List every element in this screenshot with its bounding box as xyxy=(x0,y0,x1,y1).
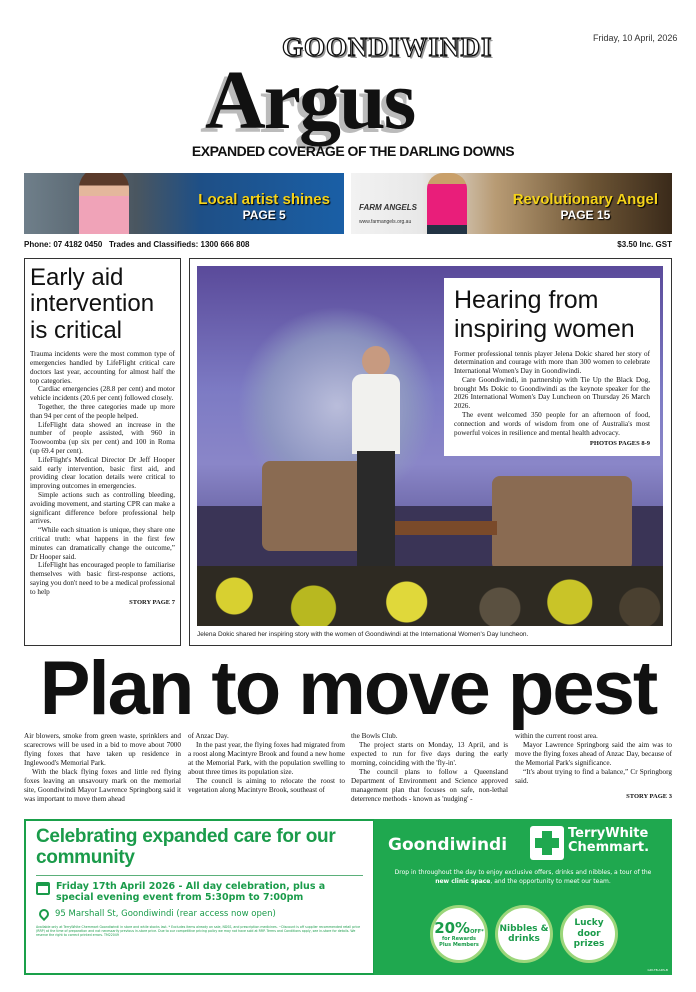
lead-column-4 xyxy=(515,732,672,801)
story-jump[interactable]: STORY PAGE 3 xyxy=(626,793,672,800)
blurb-bold: new clinic space xyxy=(435,877,491,885)
lead-column-2 xyxy=(188,732,345,795)
brand-line: TerryWhite xyxy=(568,826,649,841)
masthead-goondiwindi: GOONDIWINDI xyxy=(282,32,493,62)
masthead-argus: Argus xyxy=(205,54,415,147)
lead-column-3 xyxy=(351,732,508,804)
blurb-text: , and the opportunity to meet our team. xyxy=(490,877,611,885)
offer-sub: for Rewards Plus Members xyxy=(439,935,479,948)
banner-title: Local artist shines xyxy=(198,191,330,208)
paragraph: Cardiac emergencies (28.8 per cent) and motor vehicle incidents (20.6 per cent) followed closely. xyxy=(30,385,175,403)
paragraph: Together, the three categories made up more than 94 per cent of the people helped. xyxy=(30,402,175,420)
offer-discount xyxy=(430,905,488,963)
angel-photo xyxy=(427,173,467,234)
paragraph: In the past year, the flying foxes had migrated from a roost along Macintyre Brook and found a new home at the Memorial Park, with the population swelling to about three times its population size. xyxy=(188,741,345,776)
pharmacy-cross-icon xyxy=(530,826,564,860)
lead-headline: Plan to move pest xyxy=(39,646,657,731)
ad-address: 95 Marshall St, Goondiwindi (rear access now open) xyxy=(55,908,276,919)
paragraph: Air blowers, smoke from green waste, sprinklers and scarecrows will be used in a bid to move about 7000 flying foxes that have taken up residence in Inglewood's Memorial Park. xyxy=(24,732,181,767)
paragraph: The project starts on Monday, 13 April, and is expected to run for five days during the early morning, coinciding with the 'fly-in'. xyxy=(351,741,508,767)
paragraph: The event welcomed 350 people for an afternoon of food, connection and words of wisdom from one of Australia's most powerful voices in resilience and mental health advocacy. xyxy=(454,411,650,437)
cover-price: $3.50 Inc. GST xyxy=(617,240,672,249)
paragraph: Mayor Lawrence Springborg said the aim was to move the flying foxes ahead of Anzac Day, because of the Memorial Park's significance. xyxy=(515,741,672,767)
paragraph: within the current roost area. xyxy=(515,732,598,740)
paragraph: LifeFlight data showed an increase in the number of people assisted, with 960 in Toowoomba (up six per cent) and 100 in Roma (up 69.4 per cent). xyxy=(30,420,175,455)
coffee-table xyxy=(387,521,497,535)
paragraph: “It's about trying to find a balance,” Cr Springborg said. xyxy=(515,768,672,785)
artist-photo xyxy=(79,173,129,234)
banner-title: Revolutionary Angel xyxy=(512,191,658,208)
wicker-chair xyxy=(492,476,632,571)
ad-headline: Celebrating expanded care for our community xyxy=(36,826,336,868)
location-pin-icon xyxy=(37,906,51,920)
story-jump[interactable]: STORY PAGE 7 xyxy=(129,599,175,607)
paragraph: Care Goondiwindi, in partnership with Tie Up the Black Dog, brought Ms Dokic to Goondiwindi as the keynote speaker for the 2026 International Women's Day Luncheon on Thursday 26 March 2026. xyxy=(454,375,650,411)
paragraph: of Anzac Day. xyxy=(188,732,229,740)
brand-logo xyxy=(568,827,649,854)
ad-blurb xyxy=(388,869,658,886)
calendar-icon xyxy=(36,882,50,895)
contact-info: Phone: 07 4182 0450 Trades and Classifieds: 1300 666 808 xyxy=(24,240,250,249)
photos-jump[interactable]: PHOTOS PAGES 8-9 xyxy=(589,440,650,448)
paragraph: Simple actions such as controlling bleeding, avoiding movement, and starting CPR can make a significant difference before professional help arrives. xyxy=(30,490,175,526)
paragraph: Trauma incidents were the most common type of emergencies handled by LifeFlight critical care doctors last year, accounting for almost half the top categories. xyxy=(30,350,175,385)
paragraph: the Bowls Club. xyxy=(351,732,398,740)
paragraph: The council plans to follow a Queensland Department of Environment and Science approved management plan that focuses on safe, non-lethal deterrence methods - known as 'nudging' - xyxy=(351,768,508,803)
banner-page: PAGE 15 xyxy=(560,208,611,222)
left-story xyxy=(24,258,181,646)
paragraph: “While each situation is unique, they share one critical truth: what happens in the first few minutes can dramatically change the outcome,” Dr Hooper said. xyxy=(30,526,175,561)
farm-angels-url: www.farmangels.org.au xyxy=(359,219,412,225)
paragraph: LifeFlight has encouraged people to familiarise themselves with basic first-response actions, saying you don't need to be a medical professional to help xyxy=(30,561,176,596)
banner-page: PAGE 5 xyxy=(242,208,286,222)
audience xyxy=(197,566,663,626)
pharmacy-ad-left[interactable] xyxy=(24,819,375,975)
issue-date: Friday, 10 April, 2026 xyxy=(593,33,678,43)
pharmacy-ad-right[interactable] xyxy=(374,819,672,975)
photo-caption: Jelena Dokic shared her inspiring story with the women of Goondiwindi at the International Women's Day luncheon. xyxy=(197,631,529,638)
offer-lucky-door: Lucky door prizes xyxy=(560,905,618,963)
feature-body xyxy=(454,350,650,438)
banner-local-artist[interactable] xyxy=(24,173,344,234)
paragraph: LifeFlight's Medical Director Dr Jeff Hooper said early intervention, basic first aid, and providing clear location details were critical to improving outcomes in emergencies. xyxy=(30,455,175,491)
ad-event: Friday 17th April 2026 - All day celebration, plus a special evening event from 5:30pm to 7:00pm xyxy=(56,880,326,904)
paragraph: With the black flying foxes and little red flying foxes leaving an unsavoury mark on the memorial site, Goondiwindi Mayor Lawrence Springborg said it was important to move them ahead xyxy=(24,768,181,803)
ad-fineprint: Available only at TerryWhite Chemmart Goondiwindi in store and while stocks last. * Excludes items already on sale, NDSS, and prescription medicines. ~Discount is off supplier recommended retail price (RRP) at the time of preparation and not necessarily previous in-store price. Due to our competitive pricing policy we may not have sold at RRP. Terms and Conditions apply, see in-store for details. We reserve the right to correct printed errors. TM22049 xyxy=(36,924,361,937)
speaker-head xyxy=(362,346,390,376)
lead-column-1 xyxy=(24,732,181,804)
farm-angels-sign: FARM ANGELS xyxy=(359,203,417,212)
banner-revolutionary-angel[interactable] xyxy=(351,173,672,234)
blurb-text: Drop in throughout the day to enjoy exclusive offers, drinks and nibbles, a tour of the xyxy=(394,869,652,876)
offer-nibbles: Nibbles & drinks xyxy=(495,905,553,963)
feature-headline: Hearing from inspiring women xyxy=(454,286,635,343)
speaker-shirt xyxy=(352,374,400,454)
ad-code: GDI-TB-ADS-B xyxy=(647,968,668,972)
tagline: EXPANDED COVERAGE OF THE DARLING DOWNS xyxy=(191,143,515,159)
ad-store-name: Goondiwindi xyxy=(388,835,508,855)
offer-big: 20% xyxy=(434,918,471,937)
offer-small: OFF* xyxy=(470,928,484,935)
brand-line: Chemmart. xyxy=(568,839,650,855)
feature-card xyxy=(444,278,660,456)
left-story-headline: Early aid intervention is critical xyxy=(30,264,155,344)
left-story-body xyxy=(30,350,175,596)
paragraph: The council is aiming to relocate the roost to vegetation along Macintyre Brook, southeast of xyxy=(188,777,345,794)
paragraph: Former professional tennis player Jelena Dokic shared her story of determination and courage with more than 300 women to celebrate International Women's Day in Goondiwindi. xyxy=(454,349,650,376)
